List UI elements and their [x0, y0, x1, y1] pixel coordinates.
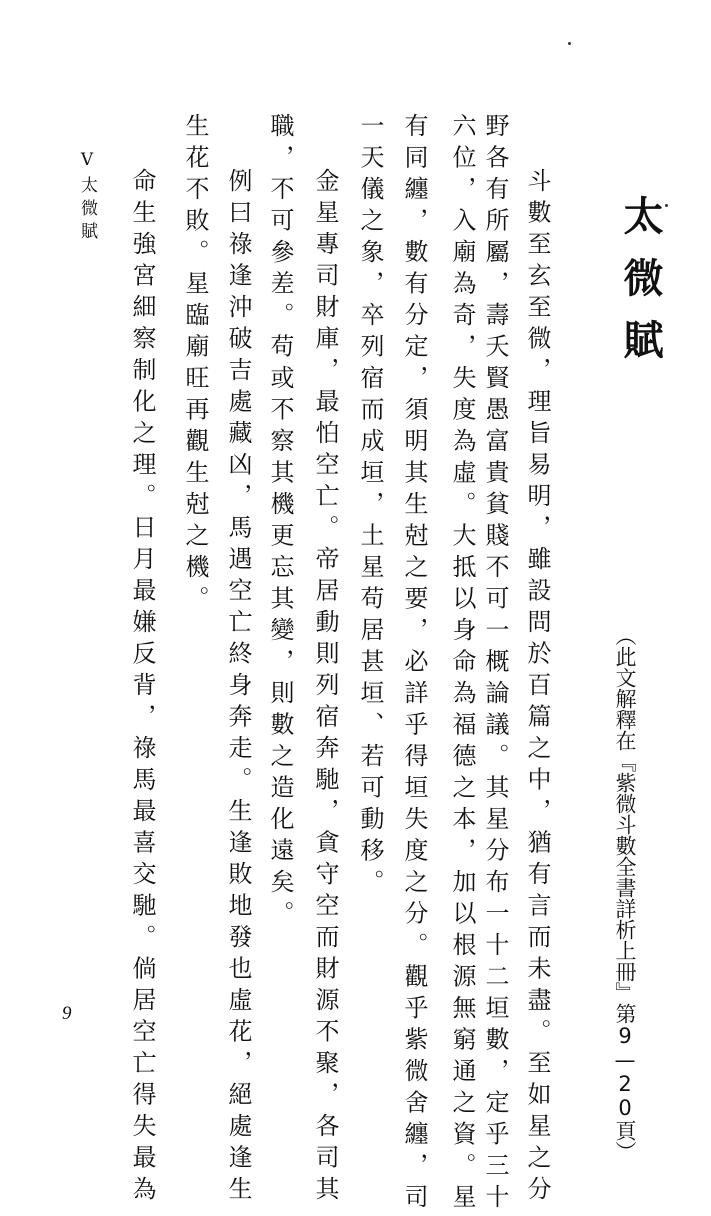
- print-speck: [568, 42, 571, 45]
- text-line: 有同纏，數有分定，須明其生尅之要，必詳乎得垣失度之分。觀乎紫微舍纏，司: [400, 113, 428, 1216]
- page-title: 太微賦: [617, 195, 663, 381]
- text-line: 一天儀之象，卒列宿而成垣，土星苟居甚垣、若可動移。: [356, 113, 384, 901]
- text-line: 斗數至玄至微，理旨易明，雖設問於百篇之中，猶有言而未盡。至如星之分: [523, 168, 551, 1208]
- print-speck: [665, 204, 668, 207]
- text-line: 金星專司財庫，最怕空亡。帝居動則列宿奔馳，貪守空而財源不聚，各司其: [311, 168, 339, 1208]
- text-line: 例曰祿逢沖破吉處藏凶，馬遇空亡終身奔走。生逢敗地發也虛花，絕處逢生: [224, 168, 252, 1208]
- text-line: 職，不可參差。苟或不察其機更忘其變，則數之造化遠矣。: [266, 113, 294, 932]
- text-line: 生花不敗。星臨廟旺再觀生尅之機。: [181, 113, 209, 617]
- text-line: 野各有所屬，壽夭賢愚富貴貧賤不可一概論議。其星分布一十二垣數，定乎三十: [481, 113, 509, 1216]
- running-head: V太微賦: [77, 150, 97, 245]
- text-line: 命生強宮細察制化之理。日月最嫌反背，祿馬最喜交馳。倘居空亡得失最為: [128, 168, 156, 1208]
- text-line: 六位，入廟為奇，失度為虛。大抵以身命為福德之本，加以根源無窮通之資。星: [448, 113, 476, 1216]
- source-note: （此文解釋在『紫微斗數全書詳析上冊』第9—20頁）: [613, 625, 637, 1162]
- page-number: 9: [62, 1003, 72, 1024]
